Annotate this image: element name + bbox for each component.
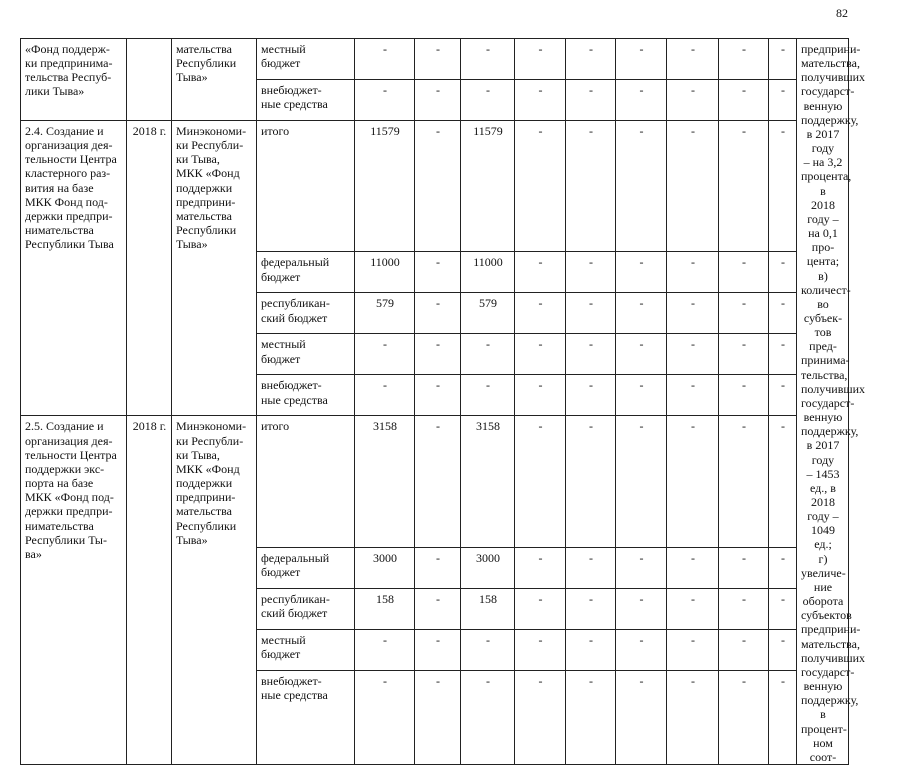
- value-cell: -: [719, 416, 769, 547]
- value-cell: -: [461, 375, 515, 416]
- value-cell: -: [616, 121, 667, 252]
- funding-source-text: итого: [261, 124, 290, 138]
- value-cell: -: [415, 375, 461, 416]
- measure-name-cell-text: 2.4. Создание и организация дея- тельности Центра кластерного раз- вития на базе МКК Фонд под- держки предпри- нимательства Республики Тыва: [25, 124, 117, 252]
- year-cell-text: 2018 г.: [132, 419, 167, 434]
- year-cell: [127, 121, 172, 416]
- executor-cell: [172, 416, 257, 764]
- funding-source-cell: [257, 334, 355, 375]
- value-cell: -: [566, 334, 616, 375]
- funding-source-cell: [257, 670, 355, 764]
- value-cell: -: [415, 416, 461, 547]
- value-cell: -: [719, 629, 769, 670]
- value-cell: -: [461, 80, 515, 121]
- funding-source-text: итого: [261, 419, 290, 434]
- value-cell: -: [719, 547, 769, 588]
- value-cell: -: [515, 547, 566, 588]
- funding-source-cell: [257, 121, 355, 252]
- value-cell: -: [616, 80, 667, 121]
- measure-name-cell: [21, 416, 127, 764]
- year-cell: [127, 416, 172, 764]
- value-cell: -: [415, 39, 461, 80]
- value-cell: 579: [461, 293, 515, 334]
- value-cell: -: [769, 293, 797, 334]
- value-cell: -: [415, 334, 461, 375]
- expected-result-text: предприни- мательства, получивших государст- венную поддержку, в 2017 году – на 3,2 процента, в 2018 году – на 0,1 про- цента; в) количест- во субъек- тов пред- принима- тельства, получивших государст- венную поддержку, в 2017 году – 1453 ед., в 2018 году – 1049 ед.; г) увеличе- ние оборота субъектов предприни- мательства, получивших государст- венную поддержку, в процент- ном соот-: [801, 42, 866, 764]
- funding-source-cell: [257, 293, 355, 334]
- value-cell: -: [719, 334, 769, 375]
- value-cell: -: [415, 252, 461, 293]
- funding-source-cell: [257, 588, 355, 629]
- value-cell: -: [566, 547, 616, 588]
- value-cell: -: [769, 416, 797, 547]
- value-cell: -: [415, 80, 461, 121]
- value-cell: -: [769, 252, 797, 293]
- value-cell: -: [667, 39, 719, 80]
- funding-source-cell: [257, 39, 355, 80]
- value-cell: -: [515, 588, 566, 629]
- funding-source-text: внебюджет- ные средства: [261, 83, 328, 112]
- value-cell: -: [461, 670, 515, 764]
- value-cell: -: [566, 121, 616, 252]
- value-cell: -: [566, 80, 616, 121]
- value-cell: -: [616, 375, 667, 416]
- value-cell: -: [355, 670, 415, 764]
- value-cell: -: [566, 588, 616, 629]
- value-cell: -: [566, 670, 616, 764]
- funding-source-cell: [257, 629, 355, 670]
- value-cell: -: [515, 121, 566, 252]
- value-cell: -: [667, 670, 719, 764]
- value-cell: -: [616, 547, 667, 588]
- value-cell: -: [769, 375, 797, 416]
- measure-name-cell: [21, 39, 127, 121]
- value-cell: -: [667, 252, 719, 293]
- funding-source-text: местный бюджет: [261, 337, 306, 366]
- executor-cell: [172, 39, 257, 121]
- funding-source-text: местный бюджет: [261, 42, 306, 71]
- funding-source-text: федеральный бюджет: [261, 550, 330, 580]
- value-cell: -: [616, 39, 667, 80]
- value-cell: 11579: [461, 121, 515, 252]
- value-cell: -: [667, 121, 719, 252]
- value-cell: -: [719, 121, 769, 252]
- value-cell: -: [515, 334, 566, 375]
- value-cell: -: [415, 588, 461, 629]
- executor-cell-text: Минэкономи- ки Республи- ки Тыва, МКК «Фонд поддержки предприни- мательства Республики Тыва»: [176, 124, 247, 252]
- funding-source-cell: [257, 252, 355, 293]
- value-cell: 3000: [355, 547, 415, 588]
- value-cell: -: [616, 670, 667, 764]
- page-number: 82: [836, 6, 848, 20]
- value-cell: -: [769, 121, 797, 252]
- value-cell: 3158: [355, 416, 415, 547]
- funding-source-cell: [257, 416, 355, 547]
- value-cell: -: [515, 629, 566, 670]
- value-cell: -: [769, 39, 797, 80]
- funding-source-cell: [257, 547, 355, 588]
- funding-source-text: внебюджет- ные средства: [261, 378, 328, 407]
- value-cell: -: [415, 629, 461, 670]
- value-cell: -: [515, 80, 566, 121]
- value-cell: -: [616, 252, 667, 293]
- value-cell: -: [415, 121, 461, 252]
- funding-source-text: республикан- ский бюджет: [261, 591, 330, 621]
- value-cell: -: [667, 547, 719, 588]
- executor-cell-text: мательства Республики Тыва»: [176, 42, 237, 85]
- value-cell: 3000: [461, 547, 515, 588]
- year-cell-text: 2018 г.: [132, 124, 167, 138]
- value-cell: -: [719, 252, 769, 293]
- table-body: [21, 39, 866, 765]
- budget-table: [20, 38, 866, 765]
- table-row: [21, 39, 849, 80]
- value-cell: -: [515, 416, 566, 547]
- measure-name-cell-text: 2.5. Создание и организация дея- тельности Центра поддержки экс- порта на базе МКК «Фонд под- держки предпри- нимательства Республики Ты- ва»: [25, 419, 117, 561]
- value-cell: -: [566, 416, 616, 547]
- value-cell: -: [355, 375, 415, 416]
- value-cell: -: [415, 670, 461, 764]
- value-cell: -: [719, 39, 769, 80]
- funding-source-cell: [257, 375, 355, 416]
- value-cell: -: [355, 629, 415, 670]
- value-cell: -: [769, 670, 797, 764]
- value-cell: -: [667, 588, 719, 629]
- year-cell: [127, 39, 172, 121]
- value-cell: -: [769, 80, 797, 121]
- value-cell: -: [616, 293, 667, 334]
- value-cell: 11579: [355, 121, 415, 252]
- value-cell: -: [719, 588, 769, 629]
- value-cell: -: [719, 375, 769, 416]
- value-cell: -: [461, 629, 515, 670]
- value-cell: -: [667, 80, 719, 121]
- value-cell: -: [667, 293, 719, 334]
- funding-source-text: местный бюджет: [261, 632, 306, 662]
- value-cell: 158: [461, 588, 515, 629]
- value-cell: -: [566, 293, 616, 334]
- funding-source-text: республикан- ский бюджет: [261, 296, 330, 325]
- value-cell: -: [616, 588, 667, 629]
- value-cell: -: [667, 334, 719, 375]
- value-cell: -: [616, 629, 667, 670]
- value-cell: 11000: [355, 252, 415, 293]
- value-cell: 3158: [461, 416, 515, 547]
- value-cell: -: [719, 670, 769, 764]
- value-cell: -: [415, 293, 461, 334]
- value-cell: -: [355, 80, 415, 121]
- value-cell: -: [769, 629, 797, 670]
- table-row: [21, 416, 849, 547]
- value-cell: -: [355, 334, 415, 375]
- table-row: [21, 121, 849, 252]
- value-cell: -: [616, 334, 667, 375]
- value-cell: -: [461, 39, 515, 80]
- value-cell: -: [769, 334, 797, 375]
- value-cell: -: [515, 375, 566, 416]
- value-cell: -: [667, 375, 719, 416]
- value-cell: -: [515, 670, 566, 764]
- value-cell: -: [566, 39, 616, 80]
- value-cell: -: [566, 375, 616, 416]
- value-cell: -: [769, 588, 797, 629]
- value-cell: -: [566, 252, 616, 293]
- value-cell: -: [667, 416, 719, 547]
- value-cell: -: [355, 39, 415, 80]
- value-cell: -: [461, 334, 515, 375]
- funding-source-text: федеральный бюджет: [261, 255, 330, 284]
- value-cell: -: [616, 416, 667, 547]
- value-cell: -: [667, 629, 719, 670]
- funding-source-cell: [257, 80, 355, 121]
- value-cell: -: [719, 80, 769, 121]
- value-cell: 158: [355, 588, 415, 629]
- value-cell: -: [769, 547, 797, 588]
- value-cell: -: [415, 547, 461, 588]
- value-cell: -: [515, 293, 566, 334]
- value-cell: -: [515, 252, 566, 293]
- executor-cell: [172, 121, 257, 416]
- expected-result-cell: [797, 39, 866, 765]
- value-cell: -: [719, 293, 769, 334]
- value-cell: -: [566, 629, 616, 670]
- measure-name-cell-text: «Фонд поддерж- ки предпринима- тельства Респуб- лики Тыва»: [25, 42, 113, 99]
- value-cell: 11000: [461, 252, 515, 293]
- funding-source-text: внебюджет- ные средства: [261, 673, 328, 703]
- value-cell: 579: [355, 293, 415, 334]
- value-cell: -: [515, 39, 566, 80]
- executor-cell-text: Минэкономи- ки Республи- ки Тыва, МКК «Фонд поддержки предприни- мательства Республики Тыва»: [176, 419, 247, 547]
- measure-name-cell: [21, 121, 127, 416]
